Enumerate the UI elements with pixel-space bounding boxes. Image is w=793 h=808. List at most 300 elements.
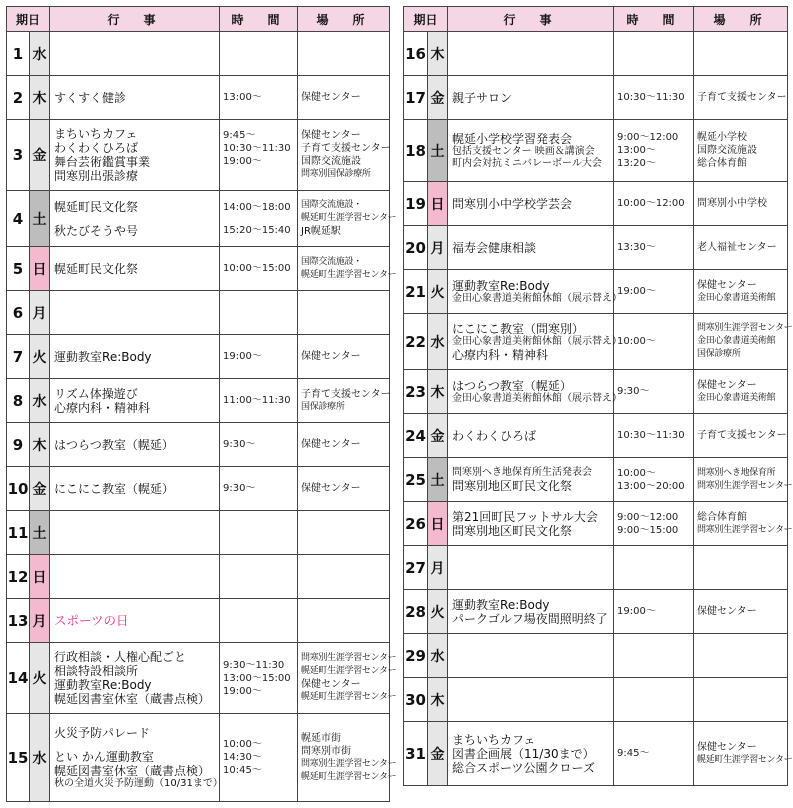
header-event: 行 事: [50, 7, 220, 32]
place-cell: [298, 191, 397, 247]
place-cell: [298, 120, 390, 191]
event-line: わくわくひろば: [54, 141, 139, 155]
time-line: 11:00〜11:30: [223, 395, 291, 406]
place-line: 保健センター: [697, 379, 757, 391]
place-cell: [298, 643, 397, 714]
time-cell: [220, 555, 298, 599]
event-cell: [50, 643, 220, 714]
event-line: 問寒別へき地保育所生活発表会: [452, 466, 593, 478]
day-number: 14: [7, 643, 30, 714]
day-of-week: 金: [428, 722, 448, 786]
place-cell: [298, 423, 390, 467]
place-line: 幌延市街: [301, 732, 342, 744]
place-line: 問寒別小中学校: [697, 198, 768, 209]
time-line: 13:30〜: [617, 242, 656, 253]
event-cell: [50, 191, 220, 247]
event-line: パークゴルフ場夜間照明終了: [452, 611, 608, 626]
day-number: 11: [7, 511, 30, 555]
place-line: 総合体育館: [697, 511, 748, 523]
time-cell: [614, 722, 694, 786]
day-of-week: 木: [428, 678, 448, 722]
time-line: 13:00〜: [617, 145, 656, 156]
day-row: [404, 458, 788, 502]
time-line: 14:00〜18:00: [223, 201, 291, 213]
event-cell: [448, 546, 614, 590]
event-cell: [50, 247, 220, 291]
place-cell: [298, 291, 390, 335]
place-cell: [298, 599, 390, 643]
event-cell: [50, 511, 220, 555]
day-row: [404, 678, 788, 722]
day-of-week: 火: [428, 270, 448, 314]
event-line: 包括支援センター 映画＆講演会: [452, 145, 595, 157]
event-line: リズム体操遊び: [54, 386, 138, 401]
header-day: 期日: [7, 7, 50, 32]
time-line: 19:00〜: [223, 156, 262, 167]
event-line: はつらつ教室（幌延）: [452, 378, 572, 393]
place-cell: [694, 120, 788, 182]
day-of-week: 水: [428, 634, 448, 678]
day-of-week: 木: [30, 423, 50, 467]
event-line: 問寒別出張診療: [54, 169, 139, 183]
place-line: 保健センター: [301, 439, 361, 450]
event-cell: [448, 414, 614, 458]
place-line: 問寒別生涯学習センター: [301, 653, 397, 663]
place-line: 国保診療所: [697, 349, 741, 359]
time-line: 9:45〜: [223, 130, 256, 141]
day-number: 18: [404, 120, 428, 182]
place-cell: [694, 370, 788, 414]
event-line: 町内会対抗ミニバレーボール大会: [452, 157, 602, 169]
header-time: 時 間: [614, 7, 694, 32]
time-line: 10:00〜: [617, 336, 656, 347]
place-cell: [694, 76, 788, 120]
event-line: 行政相談・人権心配ごと: [54, 650, 187, 664]
time-line: 19:00〜: [223, 685, 262, 697]
event-line: 図書企画展（11/30まで）: [452, 746, 595, 761]
event-line: 問寒別地区町民文化祭: [452, 478, 573, 493]
day-number: 27: [404, 546, 428, 590]
time-line: 19:00〜: [223, 351, 262, 362]
time-line: 9:00〜15:00: [617, 524, 679, 536]
place-cell: [694, 314, 793, 370]
day-of-week: 土: [428, 120, 448, 182]
time-cell: [614, 226, 694, 270]
event-line: 運動教室Re:Body: [54, 678, 152, 692]
header-event: 行 事: [448, 7, 614, 32]
event-line: まちいちカフェ: [452, 732, 536, 747]
place-line: 子育て支援センター: [697, 430, 787, 441]
time-cell: [614, 76, 694, 120]
day-row: [7, 714, 390, 802]
event-line: 第21回町民フットサル大会: [452, 509, 598, 524]
day-number: 31: [404, 722, 428, 786]
event-line: 心療内科・精神科: [54, 400, 151, 415]
time-line: 13:00〜15:00: [223, 672, 291, 684]
day-of-week: 火: [30, 335, 50, 379]
time-cell: [220, 76, 298, 120]
day-of-week: 金: [30, 120, 50, 191]
event-cell: [50, 379, 220, 423]
place-line: 保健センター: [301, 130, 361, 141]
place-line: JR幌延駅: [301, 226, 341, 237]
event-line: スポーツの日: [54, 612, 129, 628]
day-number: 28: [404, 590, 428, 634]
place-cell: [298, 511, 390, 555]
day-of-week: 日: [30, 247, 50, 291]
event-line: 秋の全道火災予防運動（10/31まで）: [54, 777, 223, 789]
place-line: 問寒別生涯学習センター: [301, 758, 397, 769]
event-cell: [448, 32, 614, 76]
place-cell: [694, 634, 788, 678]
event-cell: [448, 590, 614, 634]
place-line: 子育て支援センター: [301, 388, 391, 400]
day-number: 26: [404, 502, 428, 546]
time-cell: [220, 379, 298, 423]
place-cell: [694, 546, 788, 590]
place-cell: [694, 590, 788, 634]
event-cell: [448, 120, 614, 182]
place-line: 問寒別生涯学習センター: [697, 480, 793, 491]
place-cell: [694, 458, 793, 502]
day-of-week: 火: [428, 590, 448, 634]
place-cell: [298, 555, 390, 599]
day-row: [404, 314, 788, 370]
place-cell: [298, 247, 397, 291]
time-cell: [614, 314, 694, 370]
event-line: にこにこ教室（問寒別）: [452, 321, 585, 336]
day-number: 19: [404, 182, 428, 226]
day-of-week: 水: [428, 314, 448, 370]
day-number: 13: [7, 599, 30, 643]
left-header-row: [7, 7, 390, 32]
place-line: 保健センター: [301, 483, 361, 494]
place-line: 保健センター: [697, 606, 757, 617]
time-line: 14:30〜: [223, 752, 262, 763]
place-cell: [694, 226, 788, 270]
header-place: 場 所: [694, 7, 788, 32]
time-line: 13:00〜20:00: [617, 480, 685, 492]
event-line: 運動教室Re:Body: [54, 349, 152, 364]
place-line: 金田心象書道美術館: [697, 292, 776, 303]
event-line: 親子サロン: [452, 90, 513, 105]
time-cell: [220, 291, 298, 335]
place-line: 幌延町生涯学習センター: [697, 754, 793, 765]
time-line: 13:00〜: [223, 92, 262, 103]
time-cell: [614, 120, 694, 182]
time-line: 10:30〜11:30: [617, 430, 685, 441]
day-of-week: 月: [428, 546, 448, 590]
event-line: 金田心象書道美術館休館（展示替え）: [452, 392, 623, 404]
time-cell: [614, 502, 694, 546]
place-cell: [298, 335, 390, 379]
day-of-week: 月: [428, 226, 448, 270]
event-line: 金田心象書道美術館休館（展示替え）: [452, 335, 623, 347]
time-cell: [220, 32, 298, 76]
place-cell: [298, 32, 390, 76]
place-line: 国際交流施設: [301, 156, 362, 167]
event-line: 幌延町民文化祭: [54, 199, 139, 214]
place-line: 幌延町生涯学習センター: [301, 213, 397, 223]
event-line: わくわくひろば: [452, 428, 537, 443]
place-cell: [694, 678, 788, 722]
time-cell: [220, 423, 298, 467]
event-cell: [50, 423, 220, 467]
place-cell: [694, 32, 788, 76]
event-line: 幌延小学校学習発表会: [452, 131, 573, 146]
place-line: 金田心象書道美術館: [697, 336, 776, 346]
event-cell: [448, 370, 623, 414]
day-row: [404, 120, 788, 182]
time-line: 10:00〜15:00: [223, 263, 291, 274]
event-line: 舞台芸術鑑賞事業: [54, 155, 151, 169]
event-line: 相談特設相談所: [54, 664, 139, 678]
time-line: 15:20〜15:40: [223, 224, 291, 236]
header-time: 時 間: [220, 7, 298, 32]
day-row: [404, 370, 788, 414]
day-of-week: 金: [428, 76, 448, 120]
day-row: [7, 247, 390, 291]
place-line: 幌延町生涯学習センター: [301, 269, 397, 280]
event-line: 金田心象書道美術館休館（展示替え）: [452, 292, 623, 304]
place-line: 保健センター: [697, 741, 757, 753]
event-line: 福寿会健康相談: [452, 240, 537, 255]
time-cell: [220, 120, 298, 191]
day-of-week: 金: [428, 414, 448, 458]
event-cell: [50, 120, 220, 191]
day-row: [404, 32, 788, 76]
place-line: 国際交流施設: [697, 145, 758, 156]
event-line: とい かん運動教室: [54, 749, 154, 764]
event-line: 運動教室Re:Body: [452, 597, 550, 612]
day-of-week: 日: [428, 182, 448, 226]
time-line: [223, 168, 294, 181]
time-line: 10:30〜11:30: [617, 92, 685, 103]
time-line: 19:00〜: [617, 606, 656, 617]
day-of-week: 月: [30, 291, 50, 335]
place-line: 子育て支援センター: [301, 143, 391, 154]
event-line: 火災予防パレード: [54, 725, 151, 740]
place-cell: [694, 182, 788, 226]
time-cell: [220, 467, 298, 511]
place-cell: [298, 379, 390, 423]
day-row: [404, 182, 788, 226]
event-line: 運動教室Re:Body: [452, 278, 550, 293]
event-line: 幌延図書室休室（蔵書点検）: [54, 692, 211, 706]
time-cell: [614, 546, 694, 590]
day-row: [7, 643, 390, 714]
place-line: 国際交流施設・: [301, 256, 362, 267]
time-line: 9:30〜11:30: [223, 659, 285, 671]
event-cell: [50, 76, 220, 120]
day-number: 22: [404, 314, 428, 370]
day-of-week: 木: [428, 32, 448, 76]
time-cell: [220, 599, 298, 643]
time-line: 10:00〜: [223, 739, 262, 750]
time-cell: [220, 335, 298, 379]
time-cell: [220, 714, 298, 802]
place-cell: [298, 714, 397, 802]
event-line: 問寒別小中学校学芸会: [452, 196, 573, 211]
time-cell: [614, 590, 694, 634]
event-cell: [448, 634, 614, 678]
place-line: 保健センター: [301, 679, 361, 690]
event-cell: [50, 467, 220, 511]
day-row: [404, 590, 788, 634]
day-row: [404, 502, 788, 546]
place-line: 問寒別生涯学習センター: [697, 524, 793, 535]
day-number: 12: [7, 555, 30, 599]
day-of-week: 水: [30, 379, 50, 423]
event-cell: [448, 270, 623, 314]
time-line: 9:00〜12:00: [617, 511, 679, 523]
day-number: 2: [7, 76, 30, 120]
day-row: [404, 546, 788, 590]
day-row: [7, 467, 390, 511]
place-line: 問寒別生涯学習センター: [697, 323, 793, 333]
event-cell: [448, 314, 623, 370]
event-line: 秋たびそうや号: [54, 223, 139, 238]
place-cell: [694, 502, 793, 546]
day-of-week: 土: [428, 458, 448, 502]
day-number: 10: [7, 467, 30, 511]
event-line: 幌延町民文化祭: [54, 261, 139, 276]
day-of-week: 木: [30, 76, 50, 120]
day-number: 24: [404, 414, 428, 458]
event-line: 心療内科・精神科: [452, 347, 549, 362]
event-cell: [448, 226, 614, 270]
event-cell: [50, 32, 220, 76]
place-line: 金田心象書道美術館: [697, 392, 776, 403]
place-line: 問寒別へき地保育所: [697, 467, 776, 478]
right-schedule-table: [403, 6, 793, 786]
day-number: 6: [7, 291, 30, 335]
day-of-week: 土: [30, 191, 50, 247]
event-line: はつらつ教室（幌延）: [54, 437, 174, 452]
day-row: [7, 120, 390, 191]
time-line: 9:30〜: [617, 386, 650, 397]
time-cell: [220, 191, 298, 247]
place-line: 老人福祉センター: [697, 242, 777, 253]
day-number: 3: [7, 120, 30, 191]
header-day: 期日: [404, 7, 448, 32]
day-of-week: 日: [30, 555, 50, 599]
time-line: 9:30〜: [223, 483, 256, 494]
place-line: 幌延町生涯学習センター: [301, 771, 397, 782]
event-line: 総合スポーツ公園クローズ: [452, 760, 595, 775]
time-line: 9:45〜: [617, 748, 650, 759]
day-number: 30: [404, 678, 428, 722]
day-row: [404, 414, 788, 458]
day-row: [7, 335, 390, 379]
day-row: [404, 722, 788, 786]
day-number: 21: [404, 270, 428, 314]
time-cell: [614, 458, 694, 502]
day-row: [404, 270, 788, 314]
time-cell: [614, 370, 694, 414]
place-cell: [694, 414, 788, 458]
event-line: にこにこ教室（幌延）: [54, 481, 175, 496]
day-number: 5: [7, 247, 30, 291]
day-row: [7, 599, 390, 643]
day-row: [404, 634, 788, 678]
day-row: [404, 76, 788, 120]
event-cell: [448, 76, 614, 120]
event-line: まちいちカフェ: [54, 127, 138, 141]
event-cell: [448, 458, 614, 502]
day-row: [7, 291, 390, 335]
day-row: [7, 423, 390, 467]
day-number: 4: [7, 191, 30, 247]
day-row: [7, 511, 390, 555]
event-line: すくすく健診: [54, 90, 127, 105]
time-line: 19:00〜: [617, 286, 656, 297]
day-number: 20: [404, 226, 428, 270]
event-line: 幌延図書室休室（蔵書点検）: [54, 763, 211, 778]
time-line: 13:20〜: [617, 158, 656, 169]
day-number: 17: [404, 76, 428, 120]
time-line: 9:30〜: [223, 439, 256, 450]
day-of-week: 木: [428, 370, 448, 414]
event-line: 問寒別地区町民文化祭: [452, 523, 573, 538]
place-line: 幌延町生涯学習センター: [301, 666, 397, 676]
day-of-week: 日: [428, 502, 448, 546]
place-line: 保健センター: [301, 92, 361, 103]
event-cell: [50, 555, 220, 599]
place-line: 保健センター: [301, 351, 361, 362]
place-line: 国保診療所: [301, 401, 345, 412]
day-number: 8: [7, 379, 30, 423]
day-row: [7, 76, 390, 120]
day-number: 7: [7, 335, 30, 379]
place-cell: [298, 467, 390, 511]
event-cell: [448, 678, 614, 722]
day-number: 16: [404, 32, 428, 76]
time-cell: [220, 247, 298, 291]
day-row: [7, 379, 390, 423]
day-of-week: 土: [30, 511, 50, 555]
day-of-week: 金: [30, 467, 50, 511]
time-cell: [220, 511, 298, 555]
place-line: 幌延小学校: [697, 132, 748, 143]
event-cell: [50, 714, 223, 802]
place-line: 問寒別市街: [301, 745, 352, 757]
day-number: 23: [404, 370, 428, 414]
time-line: 10:00〜12:00: [617, 198, 685, 209]
day-of-week: 水: [30, 714, 50, 802]
day-number: 15: [7, 714, 30, 802]
day-number: 9: [7, 423, 30, 467]
place-line: 総合体育館: [697, 158, 748, 169]
place-line: 国際交流施設・: [301, 200, 362, 210]
time-cell: [614, 678, 694, 722]
day-row: [7, 32, 390, 76]
place-cell: [694, 270, 788, 314]
day-row: [7, 191, 390, 247]
right-header-row: [404, 7, 788, 32]
place-line: 子育て支援センター: [697, 92, 787, 103]
left-schedule-table: [6, 6, 397, 802]
time-cell: [614, 414, 694, 458]
day-number: 29: [404, 634, 428, 678]
event-cell: [448, 722, 614, 786]
place-line: 問寒別国保診療所: [301, 169, 371, 179]
time-line: 10:45〜: [223, 765, 262, 776]
day-row: [7, 555, 390, 599]
place-cell: [694, 722, 793, 786]
place-cell: [298, 76, 390, 120]
time-cell: [614, 182, 694, 226]
